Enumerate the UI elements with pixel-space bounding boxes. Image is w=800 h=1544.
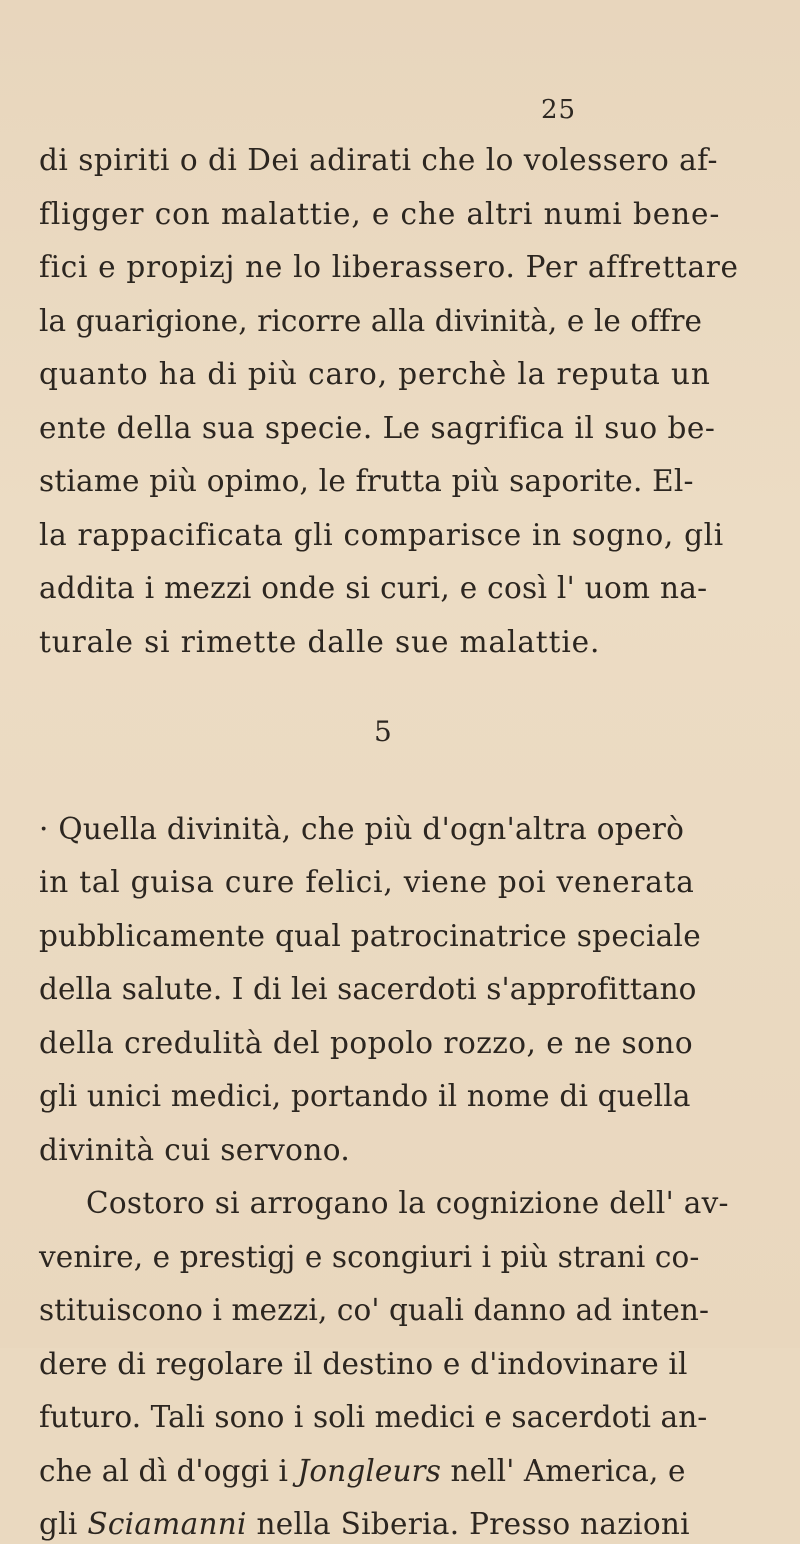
text-line: gli unici medici, portando il nome di quella	[39, 1079, 691, 1113]
text-run: nella Siberia. Presso nazioni	[246, 1507, 690, 1541]
section-number: 5	[374, 715, 392, 748]
text-line: fligger con malattie, e che altri numi bene-	[39, 196, 721, 231]
text-run: gli	[39, 1507, 88, 1541]
text-line: · Quella divinità, che più d'ogn'altra operò	[39, 811, 685, 846]
text-line: di spiriti o di Dei adirati che lo volessero af-	[39, 143, 719, 177]
text-line: divinità cui servono.	[39, 1132, 351, 1167]
text-line: venire, e prestigj e scongiuri i più strani co-	[39, 1239, 700, 1274]
text-line	[39, 1504, 690, 1544]
text-line: stiame più opimo, le frutta più saporite. El-	[39, 464, 694, 498]
text-line: Costoro si arrogano la cognizione dell' av-	[86, 1186, 729, 1220]
text-line: la guarigione, ricorre alla divinità, e le offre	[39, 303, 703, 338]
text-line: in tal guisa cure felici, viene poi venerata	[39, 865, 695, 899]
text-line: fici e propizj ne lo liberassero. Per affrettare	[39, 250, 739, 284]
page-number: 25	[541, 95, 577, 125]
text-line: pubblicamente qual patrocinatrice speciale	[39, 918, 702, 953]
text-run: nell' America, e	[441, 1453, 686, 1488]
text-line: addita i mezzi onde si curi, e così l' uom na-	[39, 571, 708, 605]
text-line: futuro. Tali sono i soli medici e sacerdoti an-	[39, 1400, 708, 1434]
text-line: turale si rimette dalle sue malattie.	[39, 624, 601, 659]
text-run: che al dì d'oggi i	[39, 1453, 298, 1488]
text-line	[39, 1451, 686, 1491]
italic-term: Sciamanni	[87, 1507, 247, 1541]
text-line: la rappacificata gli comparisce in sogno, gli	[39, 517, 724, 552]
italic-term: Jongleurs	[297, 1453, 442, 1488]
text-line: ente della sua specie. Le sagrifica il suo be-	[39, 410, 716, 445]
text-line: dere di regolare il destino e d'indovinare il	[39, 1346, 688, 1381]
text-line: della salute. I di lei sacerdoti s'approfittano	[39, 972, 697, 1006]
text-line: stituiscono i mezzi, co' quali danno ad inten-	[39, 1293, 710, 1327]
text-line: della credulità del popolo rozzo, e ne sono	[39, 1025, 694, 1060]
text-line: quanto ha di più caro, perchè la reputa un	[39, 357, 711, 391]
